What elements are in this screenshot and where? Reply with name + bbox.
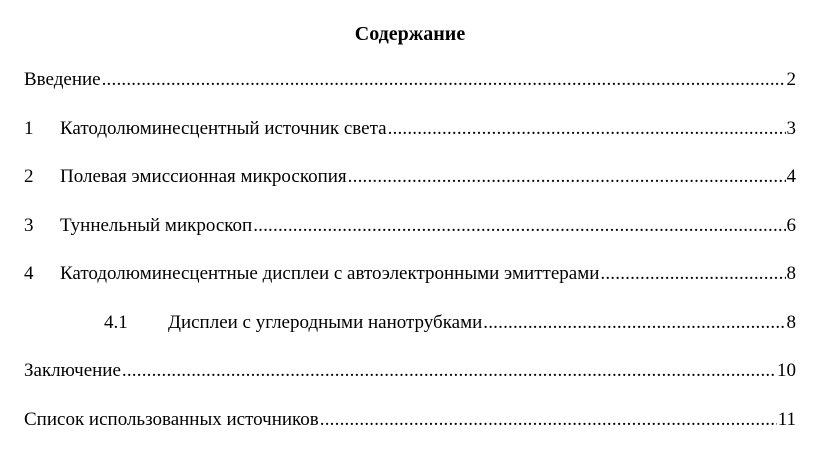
toc-dot-leader bbox=[102, 66, 786, 94]
toc-page-number: 8 bbox=[787, 260, 797, 288]
table-of-contents bbox=[24, 66, 796, 454]
toc-page-number: 11 bbox=[778, 406, 796, 434]
toc-page-number: 3 bbox=[787, 115, 797, 143]
toc-dot-leader bbox=[348, 163, 786, 191]
toc-title: Содержание bbox=[0, 20, 820, 48]
toc-dot-leader bbox=[122, 357, 776, 385]
toc-dot-leader bbox=[600, 260, 785, 288]
toc-page-number: 2 bbox=[787, 66, 797, 94]
toc-entry-4 bbox=[24, 260, 796, 309]
toc-dot-leader bbox=[253, 212, 785, 240]
toc-entry-text: Дисплеи с углеродными нанотрубками bbox=[168, 309, 482, 337]
toc-entry-1 bbox=[24, 115, 796, 164]
toc-entry-number: 3 bbox=[24, 212, 60, 240]
toc-entry-number: 1 bbox=[24, 115, 60, 143]
toc-entry-conclusion bbox=[24, 357, 796, 406]
toc-page-number: 6 bbox=[787, 212, 797, 240]
toc-entry-text: Катодолюминесцентные дисплеи с автоэлектронными эмиттерами bbox=[60, 260, 599, 288]
toc-entry-4-1 bbox=[24, 309, 796, 358]
toc-dot-leader bbox=[320, 406, 777, 434]
toc-entry-text: Введение bbox=[24, 66, 101, 94]
toc-dot-leader bbox=[388, 115, 786, 143]
toc-entry-number: 2 bbox=[24, 163, 60, 191]
toc-page-number: 8 bbox=[787, 309, 797, 337]
toc-entry-text: Список использованных источников bbox=[24, 406, 319, 434]
toc-entry-3 bbox=[24, 212, 796, 261]
toc-entry-references bbox=[24, 406, 796, 454]
toc-dot-leader bbox=[483, 309, 785, 337]
toc-page-number: 4 bbox=[787, 163, 797, 191]
toc-entry-text: Полевая эмиссионная микроскопия bbox=[60, 163, 347, 191]
toc-entry-text: Туннельный микроскоп bbox=[60, 212, 252, 240]
toc-entry-number: 4.1 bbox=[104, 309, 168, 337]
toc-page-number: 10 bbox=[777, 357, 796, 385]
toc-entry-text: Заключение bbox=[24, 357, 121, 385]
toc-entry-text: Катодолюминесцентный источник света bbox=[60, 115, 387, 143]
toc-entry-2 bbox=[24, 163, 796, 212]
toc-entry-introduction bbox=[24, 66, 796, 115]
toc-entry-number: 4 bbox=[24, 260, 60, 288]
